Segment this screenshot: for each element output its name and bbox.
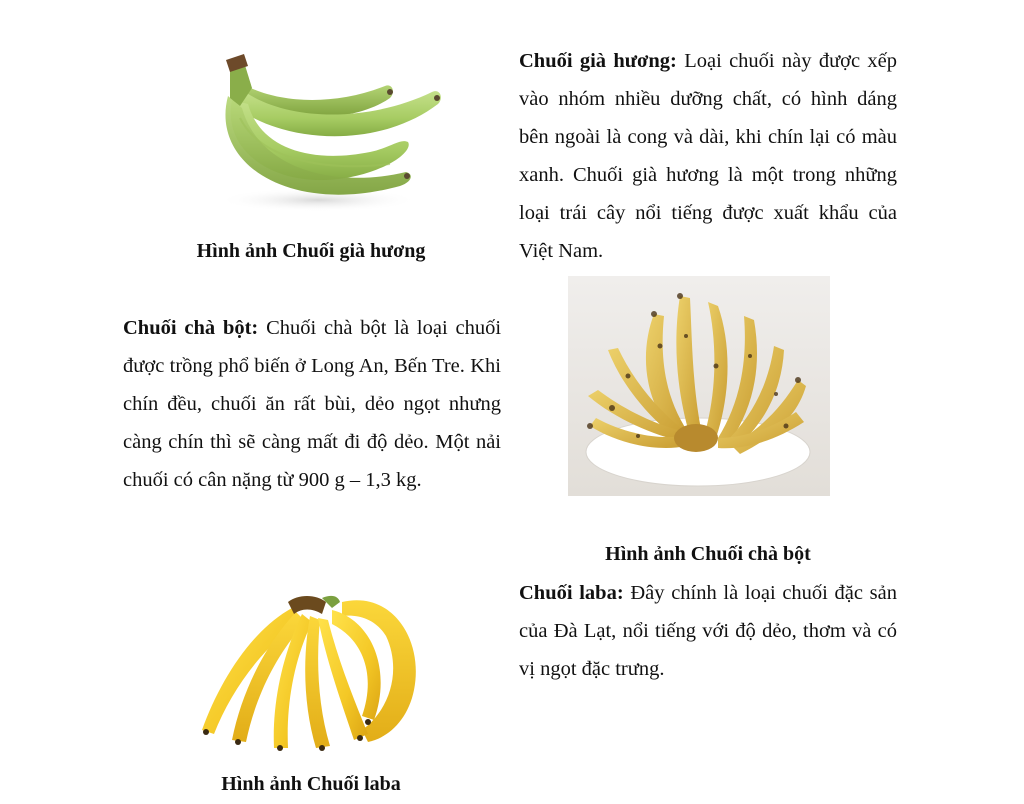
paragraph-cha-bot bbox=[123, 309, 501, 499]
paragraph-laba bbox=[519, 574, 897, 688]
green-banana-illustration bbox=[200, 48, 450, 216]
text-laba: Đây chính là loại chuối đặc sản của Đà Lạt, nổi tiếng với độ dẻo, thơm và có vị ngọt đặc trưng. bbox=[519, 582, 898, 680]
text-cha-bot: Chuối chà bột là loại chuối được trồng phổ biến ở Long An, Bến Tre. Khi chín đều, chuối ăn rất bùi, dẻo ngọt nhưng càng chín thì sẽ càng mất đi độ dẻo. Một nải chuối có cân nặng từ 900 g – 1,3 kg. bbox=[123, 317, 502, 491]
green-banana-image bbox=[200, 48, 450, 216]
heading-laba: Chuối laba: bbox=[519, 582, 624, 604]
paragraph-gia-huong bbox=[519, 42, 897, 270]
heading-gia-huong: Chuối già hương: bbox=[519, 50, 677, 72]
yellow-banana-illustration bbox=[192, 580, 428, 755]
yellow-banana-image bbox=[192, 580, 428, 755]
ripe-banana-illustration bbox=[568, 276, 830, 496]
text-gia-huong: Loại chuối này được xếp vào nhóm nhiều dưỡng chất, có hình dáng bên ngoài là cong và dài, khi chín lại có màu xanh. Chuối già hương là một trong những loại trái cây nổi tiếng được xuất khẩu của Việt Nam. bbox=[519, 50, 898, 262]
caption-laba: Hình ảnh Chuối laba bbox=[221, 773, 401, 795]
heading-cha-bot: Chuối chà bột: bbox=[123, 317, 259, 339]
ripe-banana-image bbox=[568, 276, 830, 496]
caption-gia-huong: Hình ảnh Chuối già hương bbox=[196, 240, 426, 262]
caption-cha-bot: Hình ảnh Chuối chà bột bbox=[605, 543, 811, 565]
